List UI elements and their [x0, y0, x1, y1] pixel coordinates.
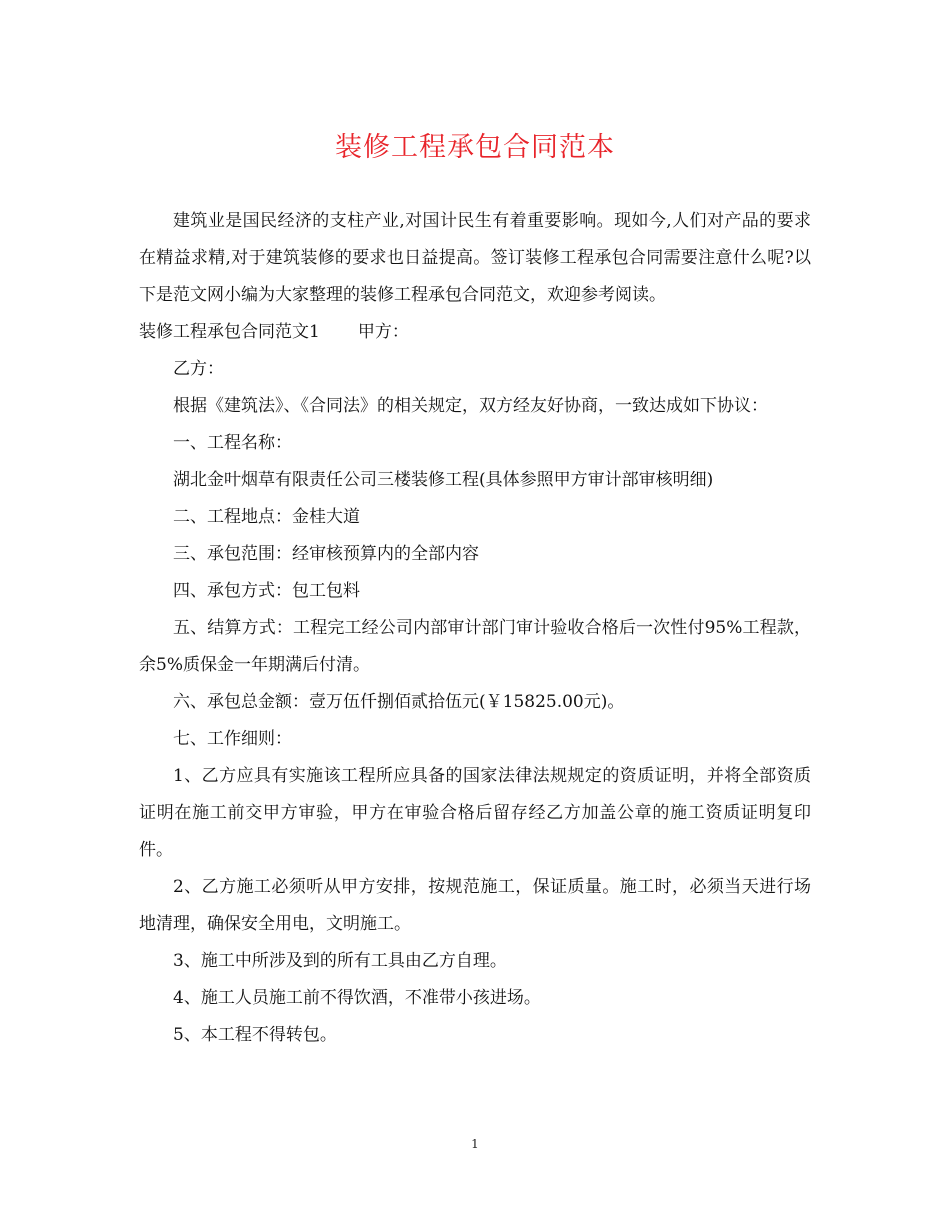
item-work-rules: 七、工作细则：: [173, 729, 292, 749]
rule-construction: 2、乙方施工必须听从甲方安排，按规范施工，保证质量。施工时，必须当天进行场地清理，确保安全用电，文明施工。: [139, 877, 811, 934]
rule-no-alcohol: 4、施工人员施工前不得饮酒，不准带小孩进场。: [173, 988, 541, 1008]
party-a-label: 甲方：: [357, 322, 409, 342]
section-heading: 装修工程承包合同范文1: [139, 322, 320, 342]
document-title: 装修工程承包合同范本: [335, 132, 615, 163]
rule-no-subcontract: 5、本工程不得转包。: [173, 1025, 337, 1045]
item-total-amount: 六、承包总金额：壹万伍仟捌佰贰拾伍元(￥15825.00元)。: [173, 692, 625, 712]
item-project-name-label: 一、工程名称：: [173, 433, 292, 453]
item-project-location: 二、工程地点：金桂大道: [173, 507, 360, 527]
party-b-label: 乙方：: [173, 359, 224, 379]
item-contract-scope: 三、承包范围：经审核预算内的全部内容: [173, 544, 479, 564]
section-heading-line: [139, 314, 811, 351]
document-body: [139, 203, 811, 1054]
rule-tools: 3、施工中所涉及到的所有工具由乙方自理。: [173, 951, 507, 971]
item-project-name-value: 湖北金叶烟草有限责任公司三楼装修工程(具体参照甲方审计部审核明细): [173, 470, 714, 490]
intro-paragraph: 建筑业是国民经济的支柱产业,对国计民生有着重要影响。现如今,人们对产品的要求在精益求精,对于建筑装修的要求也日益提高。签订装修工程承包合同需要注意什么呢?以下是范文网小编为大家整理的装修工程承包合同范文，欢迎参考阅读。: [139, 211, 811, 305]
item-contract-method: 四、承包方式：包工包料: [173, 581, 360, 601]
page-number: 1: [471, 1137, 479, 1151]
agreement-paragraph: 根据《建筑法》、《合同法》的相关规定，双方经友好协商，一致达成如下协议：: [173, 396, 768, 416]
item-settlement-method: 五、结算方式：工程完工经公司内部审计部门审计验收合格后一次性付95%工程款，余5%质保金一年期满后付清。: [139, 618, 811, 675]
rule-qualification: 1、乙方应具有实施该工程所应具备的国家法律法规规定的资质证明，并将全部资质证明在施工前交甲方审验，甲方在审验合格后留存经乙方加盖公章的施工资质证明复印件。: [139, 766, 811, 860]
